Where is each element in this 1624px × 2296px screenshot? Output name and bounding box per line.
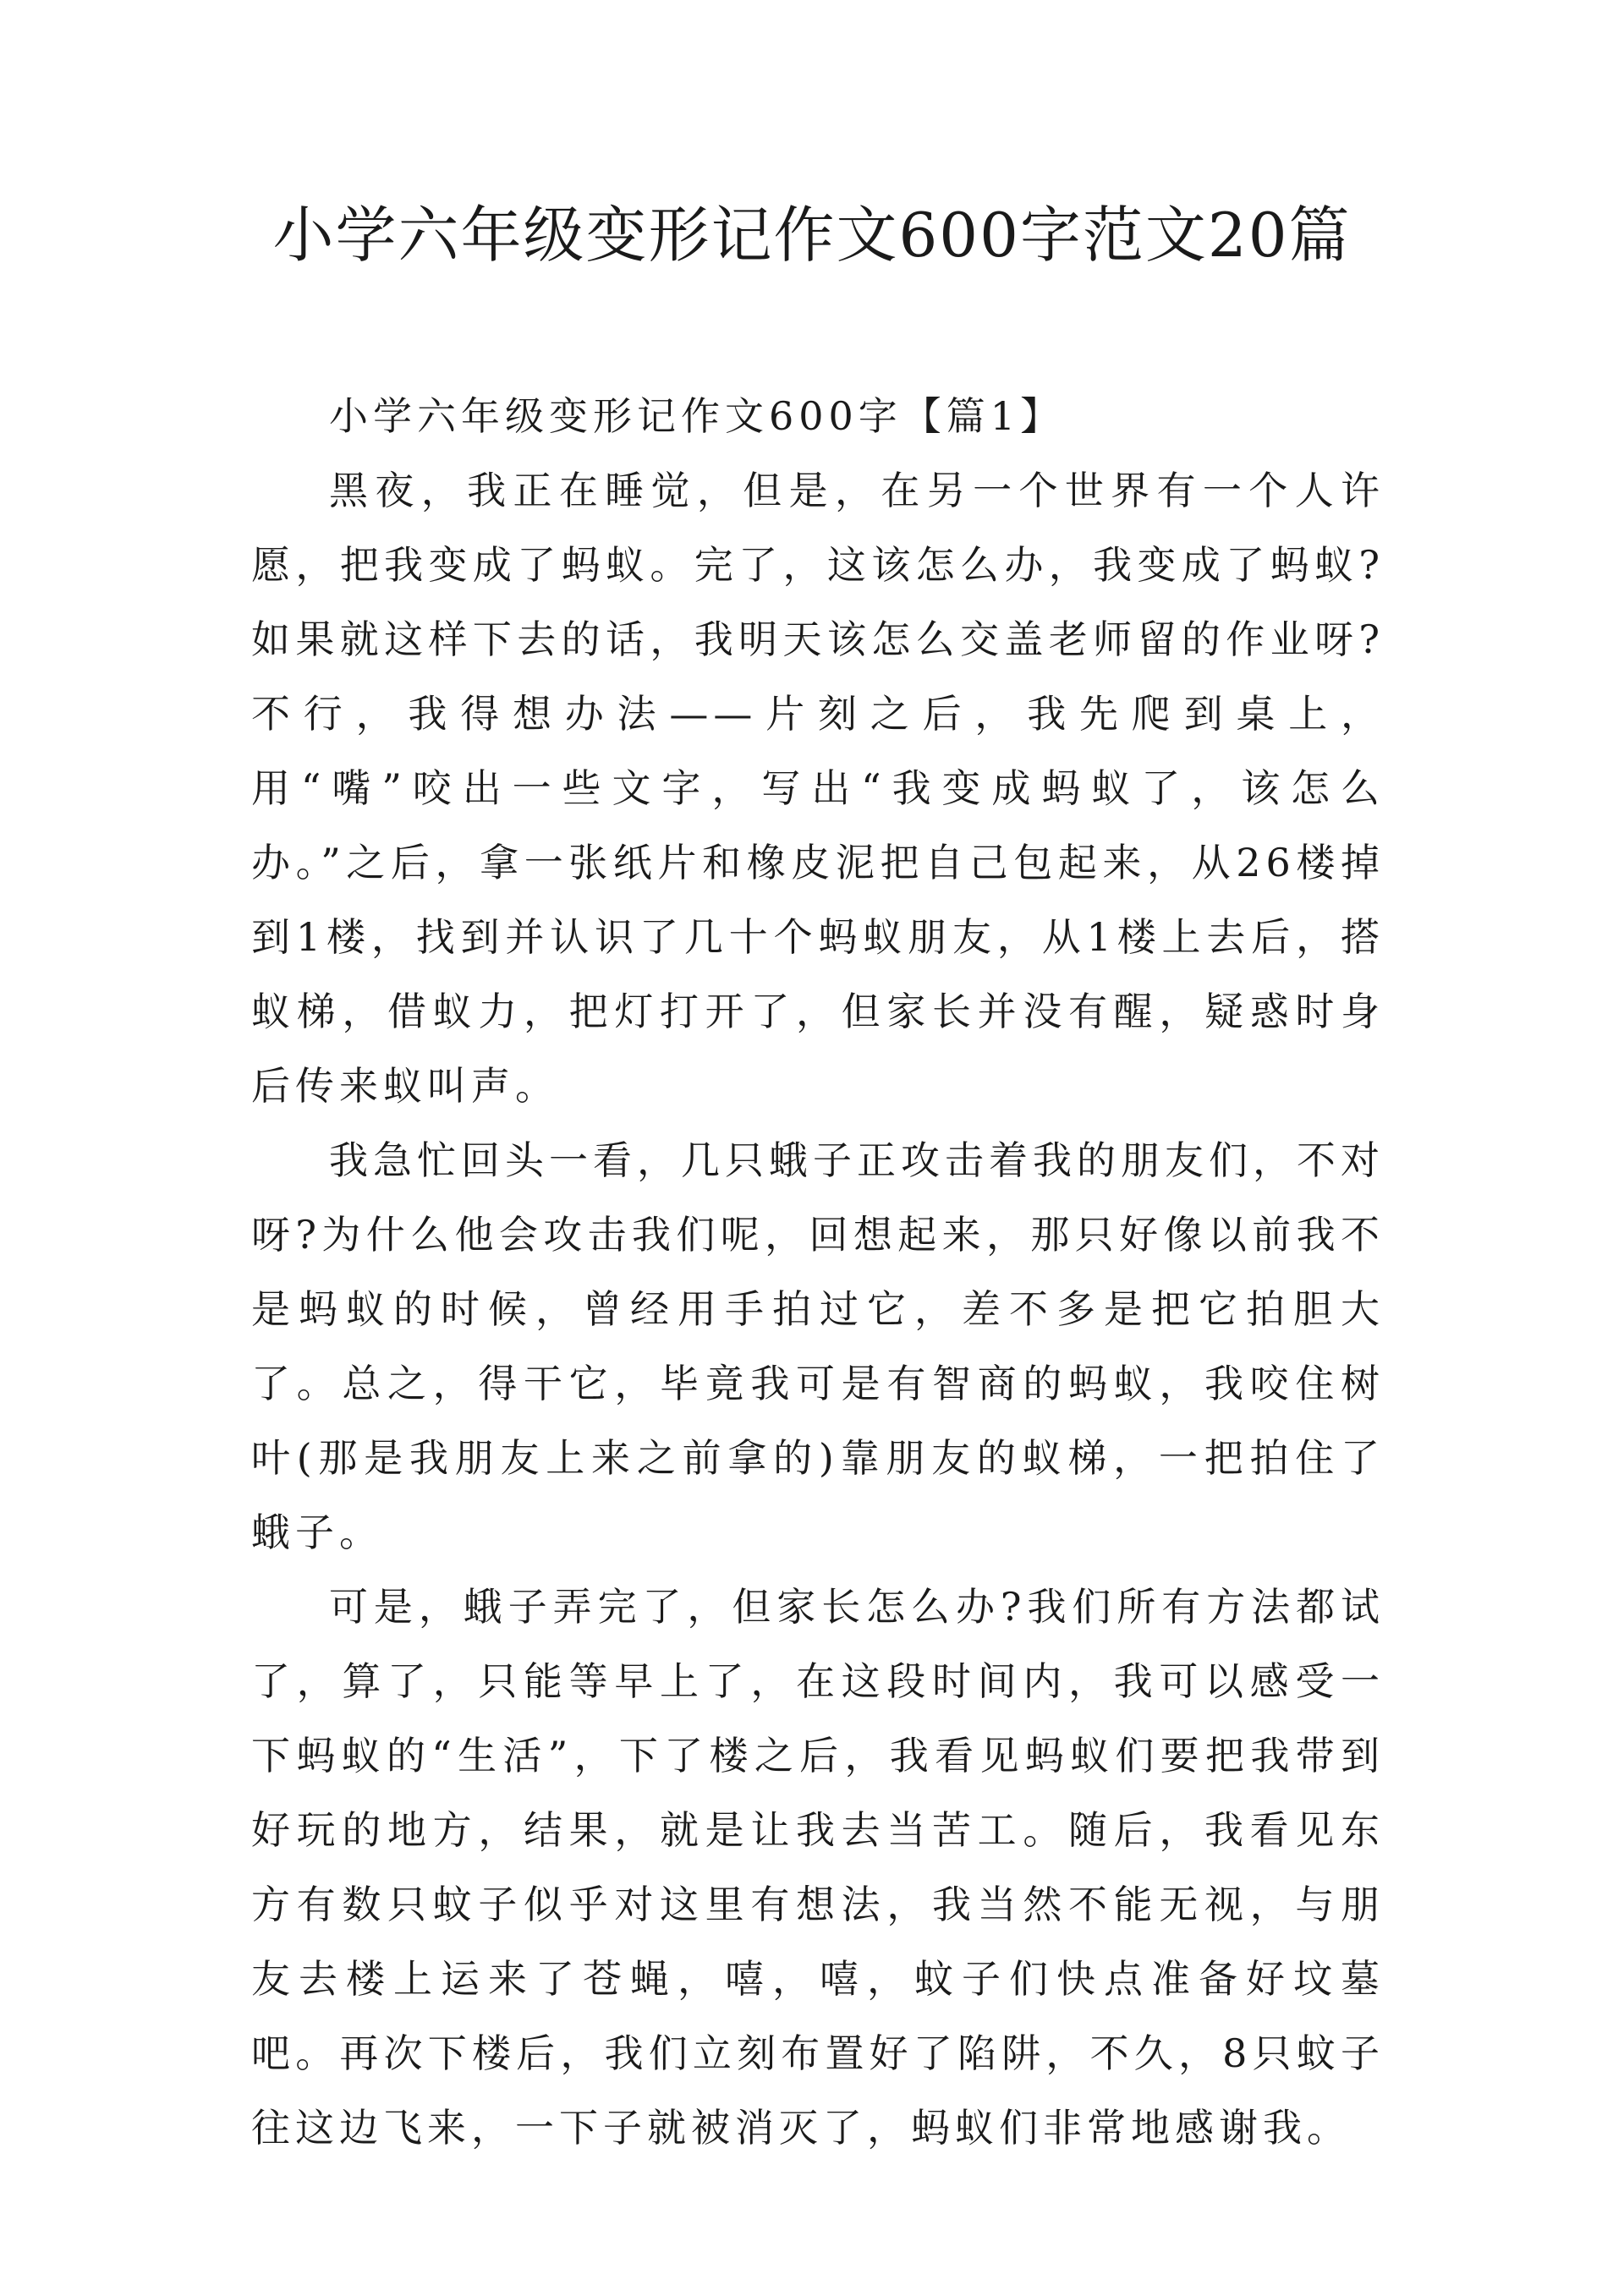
section-heading: 小学六年级变形记作文600字【篇1】 [329, 393, 1065, 439]
document-body [251, 379, 1385, 2165]
document-title: 小学六年级变形记作文600字范文20篇 [272, 200, 1352, 271]
body-paragraph-2: 我急忙回头一看，几只蛾子正攻击着我的朋友们，不对呀?为什么他会攻击我们呢，回想起来，那只好像以前我不是蚂蚁的时候，曾经用手拍过它，差不多是把它拍胆大了。总之，得干它，毕竟我可是有智商的蚂蚁，我咬住树叶(那是我朋友上来之前拿的)靠朋友的蚁梯，一把拍住了蛾子。 [251, 1137, 1385, 1555]
body-paragraph-3: 可是，蛾子弄完了，但家长怎么办?我们所有方法都试了，算了，只能等早上了，在这段时间内，我可以感受一下蚂蚁的“生活”，下了楼之后，我看见蚂蚁们要把我带到好玩的地方，结果，就是让我去当苦工。随后，我看见东方有数只蚊子似乎对这里有想法，我当然不能无视，与朋友去楼上运来了苍蝇，嘻，嘻，蚊子们快点准备好坟墓吧。再次下楼后，我们立刻布置好了陷阱，不久，8只蚊子往这边飞来，一下子就被消灭了，蚂蚁们非常地感谢我。 [251, 1584, 1385, 2151]
body-paragraph-1: 黑夜，我正在睡觉，但是，在另一个世界有一个人许愿，把我变成了蚂蚁。完了，这该怎么办，我变成了蚂蚁?如果就这样下去的话，我明天该怎么交盖老师留的作业呀?不行，我得想办法——片刻之后，我先爬到桌上，用“嘴”咬出一些文字，写出“我变成蚂蚁了，该怎么办。”之后，拿一张纸片和橡皮泥把自己包起来，从26楼掉到1楼，找到并认识了几十个蚂蚁朋友，从1楼上去后，搭蚁梯，借蚁力，把灯打开了，但家长并没有醒，疑惑时身后传来蚁叫声。 [251, 468, 1385, 1109]
